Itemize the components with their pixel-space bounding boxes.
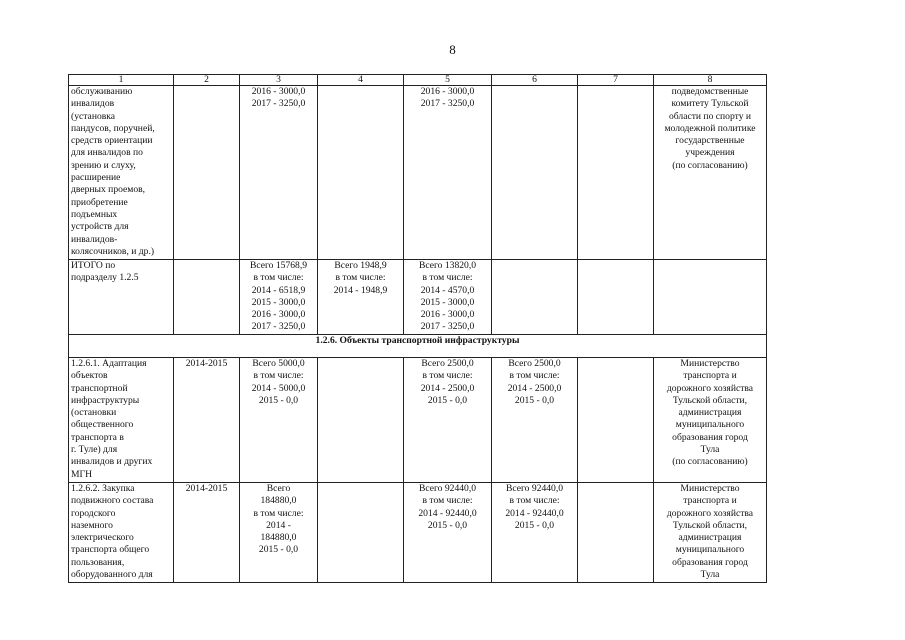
executors-cell: Министерство транспорта и дорожного хозяйства Тульской области, администрация муниципального образования город Тула: [654, 483, 767, 583]
municipal-budget-cell: Всего 92440,0 в том числе: 2014 - 92440,0 2015 - 0,0: [492, 483, 578, 583]
federal-budget-cell: [318, 483, 404, 583]
column-number: 3: [240, 75, 318, 86]
period-cell: 2014-2015: [174, 483, 240, 583]
measure-description: 1.2.6.2. Закупка подвижного состава городского наземного электрического транспорта общего пользования, оборудованного для: [69, 483, 174, 583]
column-number: 1: [69, 75, 174, 86]
period-cell: 2014-2015: [174, 358, 240, 483]
executors-cell: Министерство транспорта и дорожного хозяйства Тульской области, администрация муниципального образования город Тула (по согласованию): [654, 358, 767, 483]
other-sources-cell: [578, 483, 654, 583]
total-funding-cell: Всего 5000,0 в том числе: 2014 - 5000,0 2015 - 0,0: [240, 358, 318, 483]
total-funding-cell: Всего 15768,9 в том числе: 2014 - 6518,9 2015 - 3000,0 2016 - 3000,0 2017 - 3250,0: [240, 260, 318, 335]
page-number: 8: [449, 42, 456, 57]
column-number-row: [69, 75, 767, 86]
municipal-budget-cell: Всего 2500,0 в том числе: 2014 - 2500,0 2015 - 0,0: [492, 358, 578, 483]
regional-budget-cell: Всего 2500,0 в том числе: 2014 - 2500,0 2015 - 0,0: [404, 358, 492, 483]
column-number: 4: [318, 75, 404, 86]
table-row-total: [69, 260, 767, 335]
measure-description: 1.2.6.1. Адаптация объектов транспортной инфраструктуры (остановки общественного транспорта в г. Туле) для инвалидов и других МГН: [69, 358, 174, 483]
section-title: 1.2.6. Объекты транспортной инфраструктуры: [69, 335, 767, 358]
total-funding-cell: 2016 - 3000,0 2017 - 3250,0: [240, 86, 318, 260]
measure-description: обслуживанию инвалидов (установка пандусов, поручней, средств ориентации для инвалидов по зрению и слуху, расширение дверных проемов, приобретение подъемных устройств для инвалидов- колясочников, и др.): [69, 86, 174, 260]
regional-budget-cell: 2016 - 3000,0 2017 - 3250,0: [404, 86, 492, 260]
executors-cell: [654, 260, 767, 335]
federal-budget-cell: [318, 86, 404, 260]
federal-budget-cell: Всего 1948,9 в том числе: 2014 - 1948,9: [318, 260, 404, 335]
section-row: [69, 335, 767, 358]
other-sources-cell: [578, 86, 654, 260]
table-row: [69, 86, 767, 260]
other-sources-cell: [578, 260, 654, 335]
executors-cell: подведомственные комитету Тульской области по спорту и молодежной политике государственные учреждения (по согласованию): [654, 86, 767, 260]
regional-budget-cell: Всего 92440,0 в том числе: 2014 - 92440,0 2015 - 0,0: [404, 483, 492, 583]
column-number: 7: [578, 75, 654, 86]
column-number: 6: [492, 75, 578, 86]
federal-budget-cell: [318, 358, 404, 483]
municipal-budget-cell: [492, 260, 578, 335]
column-number: 2: [174, 75, 240, 86]
total-funding-cell: Всего 184880,0 в том числе: 2014 - 184880,0 2015 - 0,0: [240, 483, 318, 583]
regional-budget-cell: Всего 13820,0 в том числе: 2014 - 4570,0 2015 - 3000,0 2016 - 3000,0 2017 - 3250,0: [404, 260, 492, 335]
table-row: [69, 483, 767, 583]
municipal-budget-cell: [492, 86, 578, 260]
other-sources-cell: [578, 358, 654, 483]
column-number: 8: [654, 75, 767, 86]
program-table: [68, 74, 767, 583]
period-cell: [174, 86, 240, 260]
column-number: 5: [404, 75, 492, 86]
period-cell: [174, 260, 240, 335]
total-label: ИТОГО по подразделу 1.2.5: [69, 260, 174, 335]
table-row: [69, 358, 767, 483]
